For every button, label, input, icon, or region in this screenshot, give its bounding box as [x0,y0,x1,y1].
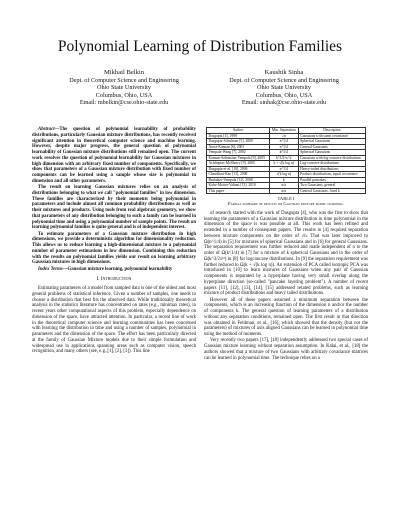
body-paragraph: Estimating parameters of a model from sampled data is one of the oldest and most general problems of statistical inference. Given a number of samples, one needs to choose a distribution that best fits the observed data. While traditionally theoretical analysis in the statistics literature has concentrated on rates (e.g., minimax rates), in recent years other computational aspects of this problem, especially dependence on dimension of the space, have attracted attention. In particular, a recent line of work in the theoretical computer science and learning communities has been concerned with learning the distribution in time and using a number of samples, polynomial in parameters and the dimension of the space. The effort has been particularly directed at the family of Gaussian Mixture models due to their simple formulation and widespread use in applications spanning areas such as computer vision, speech recognition, and many others (see, e.g.,[1], [2], [3]). This line [32,286,196,355]
author-dept: Dept. of Computer Science and Engineering [69,76,179,84]
author-block-1 [44,69,204,107]
right-column [204,127,368,362]
table-cell: n^1/4 [269,139,298,145]
table-row [207,188,366,194]
author-block-2 [204,69,364,107]
table-cell: Heavy-tailed distributions [298,166,365,172]
author-city: Columbus, Ohio, USA [255,91,313,99]
paper-title: Polynomial Learning of Distribution Families [57,38,343,55]
table-cell: Log-concave distributions [298,161,365,167]
index-terms-text: —Gaussian mixture learning, polynomial learnability [62,266,173,272]
table-cell: n^1/4 [269,166,298,172]
body-paragraph: Very recently two papers [17], [18] independently addressed two special cases of Gaussian mixture learning without separation assumption. In Kalai, et al., [18] the authors showed that a mixture of two Gaussians with arbitrary covariance matrices can be learned in polynomial time. The technique relies on a [204,338,368,361]
table-label: TABLE I [277,196,295,201]
table-cell: Product distributions, equal covariance [298,172,365,178]
index-terms [32,267,196,273]
table-cell: k + √(k log n) [269,161,298,167]
table-caption [204,196,368,207]
abstract-paragraph [32,127,196,185]
table-cell: Dasgupta [4], 1999 [207,133,270,139]
table-cell: √(k log n) [269,172,298,178]
results-table [206,127,366,194]
table-header: Description [298,128,365,134]
table-cell: k [269,177,298,183]
table-cell: This paper [207,188,270,194]
table-cell: k^3/2/w^2 [269,155,298,161]
author-name: Mikhail Belkin [103,69,145,76]
table-cell: Kannan-Salmasian-Vempala [8], 2005 [207,155,270,161]
index-terms-lead: Index Terms [38,266,63,272]
table-cell: Spherical Gaussians [298,150,365,156]
table-header: Author [207,128,270,134]
author-city: Columbus, Ohio, USA [95,91,153,99]
table-caption-text: Partial summary of results on Gaussian mixture model learning. [228,201,344,207]
table-cell: Achlioptas-McSherry [9], 2005 [207,161,270,167]
left-column [32,127,196,356]
table-cell: Gaussians with log-concave distributions [298,155,365,161]
author-dept: Dept. of Computer Science and Engineering [229,76,339,84]
table-cell: Arora-Kannan [6], 2001 [207,144,270,150]
table-row [207,155,366,161]
table-cell: General Gaussians, fixed k [298,188,365,194]
abstract-text: —The question of polynomial learnability of probability distributions, particularly Gaussian mixture distributions, has recently received significant attention in theoretical computer science and machine learning. However, despite major progress, the general question of polynomial learnability of Gaussian mixture distributions still remained open. The current work resolves the question of polynomial learnability for Gaussian mixtures in high dimension with an arbitrary fixed number of components. Specifically, we show that parameters of a Gaussian mixture distribution with fixed number of components can be learned using a sample whose size is polynomial in dimension and all other parameters. [32,127,196,184]
table-cell: n^1/4 [269,144,298,150]
table-cell: √n [269,133,298,139]
table-cell: k^1/4 [269,150,298,156]
table-cell: Chaudhuri-Rao [11], 2008 [207,172,270,178]
table-cell: n/a [269,183,298,189]
table-cell: Brubaker-Vempala [12], 2008 [207,177,270,183]
table-cell: Vempala-Wang [7], 2002 [207,150,270,156]
author-univ: Ohio State University [97,84,151,92]
table-cell: Spherical Gaussians [298,139,365,145]
table-cell: Dasgupta-et-al. [10], 2006 [207,166,270,172]
table-header: Min. Separation [269,128,298,134]
table-cell: n/a [269,188,298,194]
body-paragraph: of research started with the work of Dasgupta [4], who was the first to show that learning the parameters of a Gaussian mixture distribution in time polynomial in the dimension of the space is was possible at all. This work has been refined and extended in a number of consequent papers. The results in [4] required separation between mixture components on the order of √n. That was later improved to Ω(n^1/4) in [5] for mixtures of spherical Gaussians and in [6] for general Gaussians. The separation requirement was further reduced and made independent of n to the order of Ω(k^1/4) in [7] for a mixture of k spherical Gaussians and to the order of Ω(k^3/2/ε²) in [8] for logconcave distributions. In [9] the separation requirement was further reduced to Ω(k + √(k log n)). An extension of PCA called isotropic PCA was introduced in [10] to learn mixtures of Gaussians when any pair of Gaussian components is separated by a hyperplane having very small overlap along the hyperplane direction (so-called "pancake layering problem"). A number of recent papers [11], [12], [13], [14], [15] addressed related problems, such as learning mixture of product distributions and heavy tailed distributions. [204,210,368,297]
table-row [207,172,366,178]
author-email: Email: sinhak@cse.ohio-state.edu [241,99,327,107]
table-cell: Dasgupta-Schulman [5], 2000 [207,139,270,145]
author-email: Email: mbelkin@cse.ohio-state.edu [79,99,169,107]
body-paragraph: However all of these papers assumed a minimum separation between the components, which is an increasing function of the dimension n and/or the number of components k. The general question of learning parameters of a distribution without any separation conditions, remained open. The first result in that direction was obtained in Feldman, et al., [16], which showed that the density (but not the parameters) of mixtures of axis aligned Gaussians can be learned in polynomial time using the method of moments. [204,297,368,338]
author-name: Kaushik Sinha [264,69,304,76]
author-univ: Ohio State University [257,84,311,92]
table-cell: Parallel pancakes [298,177,365,183]
abstract-paragraph: The result on learning Gaussian mixtures relies on an analysis of distributions belonging to what we call "polynomial families" in low dimension. These families are characterized by their moments being polynomial in parameters and include almost all common probability distributions as well as their mixtures and products. Using tools from real algebraic geometry, we show that parameters of any distribution belonging to such a family can be learned in polynomial time and using a polynomial number of sample points. The result on learning polynomial families is quite general and is of independent interest. [32,185,196,231]
table-cell: Kalai-Moitra-Valiant [13], 2010 [207,183,270,189]
table-cell: Gaussians with same covariance [298,133,365,139]
table-body [207,133,366,194]
section-heading: I. Introduction [96,277,132,283]
table-cell: Two Gaussians, general [298,183,365,189]
abstract-paragraph: To estimate parameters of a Gaussian mixture distribution in high dimensions, we provide a deterministic algorithm for dimensionality reduction. This allows us to reduce learning a high-dimensional mixture to a polynomial number of parameter estimations in low dimension. Combining this reduction with the results on polynomial families yields our result on learning arbitrary Gaussian mixtures in high dimensions. [32,231,196,266]
table-cell: General Gaussians [298,144,365,150]
abstract-lead: Abstract [38,127,55,132]
